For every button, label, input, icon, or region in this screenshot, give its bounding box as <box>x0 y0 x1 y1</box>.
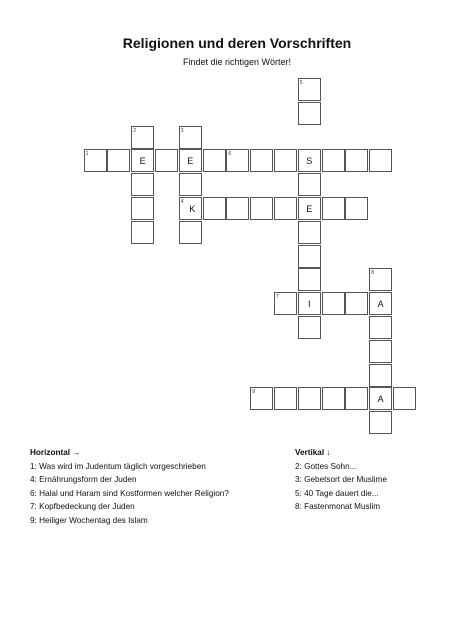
crossword-cell[interactable] <box>345 149 368 172</box>
cell-letter: A <box>377 298 384 309</box>
crossword-cell[interactable] <box>298 316 321 339</box>
crossword-cell[interactable] <box>84 149 107 172</box>
crossword-cell[interactable] <box>298 173 321 196</box>
clue-across: 4: Ernährungsform der Juden <box>30 475 137 484</box>
crossword-cell[interactable] <box>298 149 321 172</box>
crossword-cell[interactable] <box>322 149 345 172</box>
clue-number: 9 <box>252 389 255 396</box>
crossword-cell[interactable] <box>298 102 321 125</box>
crossword-cell[interactable] <box>250 387 273 410</box>
crossword-cell[interactable] <box>274 149 297 172</box>
clue-number: 2 <box>133 127 136 134</box>
crossword-cell[interactable] <box>179 173 202 196</box>
crossword-cell[interactable] <box>345 197 368 220</box>
cell-letter: K <box>189 203 196 214</box>
cell-letter: S <box>306 155 313 166</box>
crossword-cell[interactable] <box>179 197 202 220</box>
crossword-cell[interactable] <box>131 173 154 196</box>
crossword-cell[interactable] <box>298 268 321 291</box>
crossword-cell[interactable] <box>369 364 392 387</box>
crossword-cell[interactable] <box>369 411 392 434</box>
clue-across: 9: Heiliger Wochentag des Islam <box>30 515 148 525</box>
clue-number: 5 <box>299 80 303 86</box>
crossword-cell[interactable] <box>226 197 249 220</box>
crossword-cell[interactable] <box>274 387 297 410</box>
crossword-cell[interactable] <box>203 197 226 220</box>
crossword-cell[interactable] <box>298 245 321 268</box>
crossword-cell[interactable] <box>369 292 392 315</box>
crossword-cell[interactable] <box>369 316 392 339</box>
crossword-cell[interactable] <box>298 78 321 101</box>
cell-letter: A <box>377 393 384 404</box>
crossword-cell[interactable] <box>345 387 368 410</box>
clue-number: 7 <box>276 294 279 301</box>
page-title: Religionen und deren Vorschriften <box>122 35 352 51</box>
crossword-cell[interactable] <box>369 387 392 410</box>
crossword-cell[interactable] <box>298 221 321 244</box>
crossword-cell[interactable] <box>179 221 202 244</box>
crossword-cell[interactable] <box>322 387 345 410</box>
cell-letter: E <box>306 203 313 214</box>
clue-across: 1: Was wird im Judentum täglich vorgeschrieben <box>30 461 206 471</box>
crossword-cell[interactable] <box>250 149 273 172</box>
clues-across-heading: Horizontal → <box>30 448 81 457</box>
crossword-cell[interactable] <box>369 340 392 363</box>
cell-letter: I <box>308 298 311 309</box>
crossword-cell[interactable] <box>274 292 297 315</box>
cell-letter: E <box>139 155 146 166</box>
crossword-cell[interactable] <box>369 149 392 172</box>
clue-down: 8: Fastenmonat Muslim <box>295 502 381 511</box>
crossword-cell[interactable] <box>155 149 178 172</box>
clues-down-heading: Vertikal ↓ <box>295 448 331 457</box>
clue-down: 3: Gebetsort der Muslime <box>295 475 387 484</box>
crossword-cell[interactable] <box>203 149 226 172</box>
crossword-cell[interactable] <box>131 126 154 149</box>
clue-number: 8 <box>371 270 374 277</box>
crossword-cell[interactable] <box>226 149 249 172</box>
clue-number: 4 <box>180 199 184 205</box>
clue-across: 6: Halal und Haram sind Kostformen welcher Religion? <box>30 488 229 498</box>
clue-number: 3 <box>180 127 184 134</box>
crossword-cell[interactable] <box>179 149 202 172</box>
clue-across: 7: Kopfbedeckung der Juden <box>30 502 135 511</box>
clue-number: 1 <box>85 151 89 158</box>
crossword-cell[interactable] <box>131 149 154 172</box>
crossword-cell[interactable] <box>298 197 321 220</box>
clues-down <box>295 446 455 514</box>
crossword-cell[interactable] <box>250 197 273 220</box>
crossword-cell[interactable] <box>107 149 130 172</box>
clue-down: 5: 40 Tage dauert die... <box>295 488 379 498</box>
crossword-cell[interactable] <box>131 221 154 244</box>
crossword-cell[interactable] <box>131 197 154 220</box>
crossword-cell[interactable] <box>298 292 321 315</box>
clues-across <box>30 446 280 527</box>
clue-down: 2: Gottes Sohn... <box>295 461 357 471</box>
crossword-cell[interactable] <box>322 292 345 315</box>
crossword-cell[interactable] <box>393 387 416 410</box>
cell-letter: E <box>187 155 194 166</box>
crossword-cell[interactable] <box>369 268 392 291</box>
clue-number: 6 <box>228 151 232 158</box>
crossword-cell[interactable] <box>298 387 321 410</box>
crossword-cell[interactable] <box>345 292 368 315</box>
crossword-cell[interactable] <box>322 197 345 220</box>
crossword-cell[interactable] <box>274 197 297 220</box>
crossword-cell[interactable] <box>179 126 202 149</box>
page-subtitle: Findet die richtigen Wörter! <box>182 57 292 67</box>
